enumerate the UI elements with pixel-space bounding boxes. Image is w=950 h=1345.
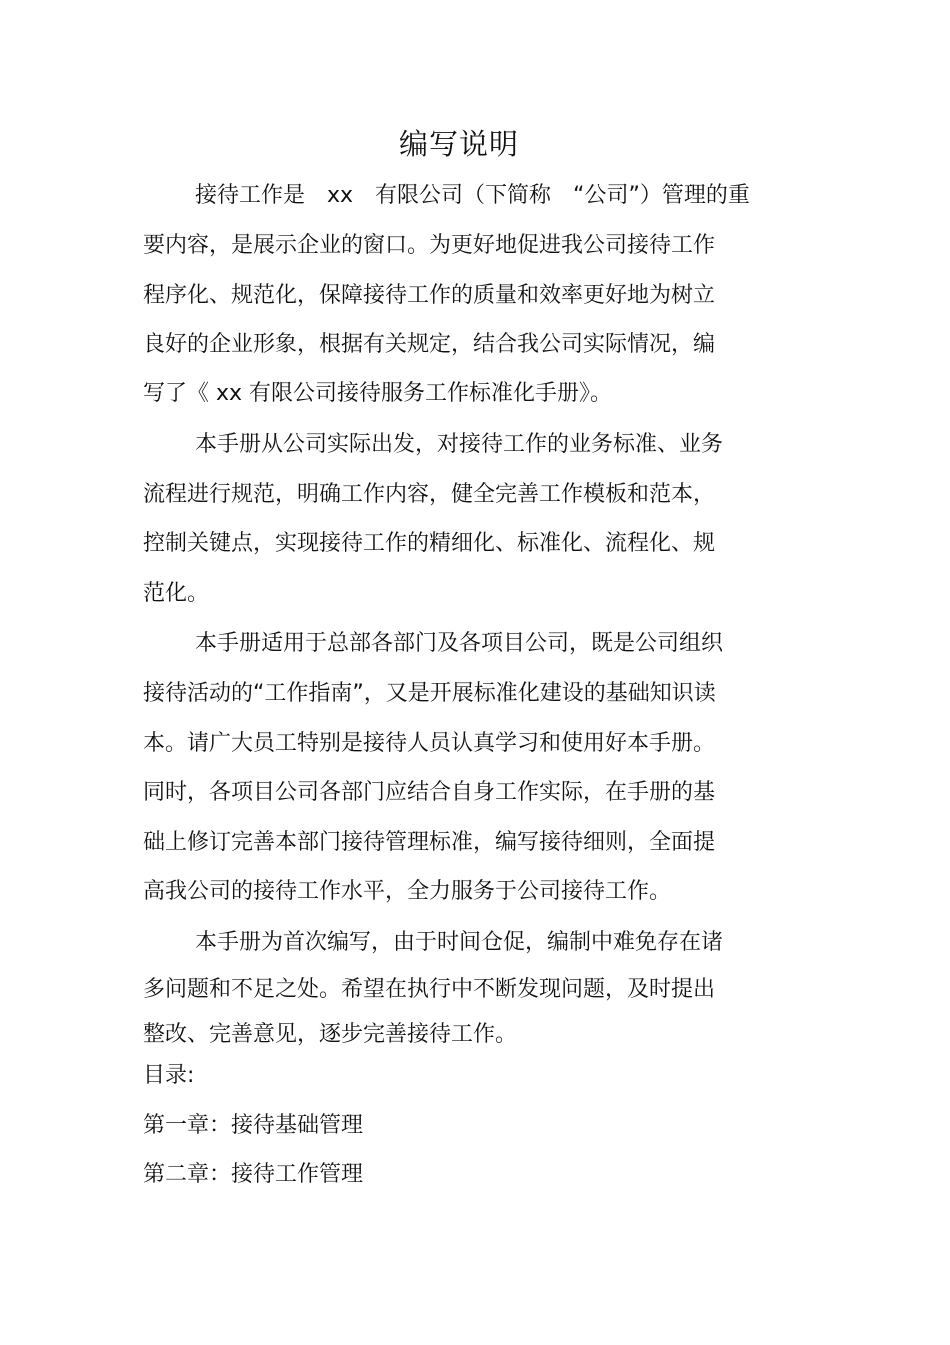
paragraph-line: 础上修订完善本部门接待管理标准，编写接待细则，全面提 [143,830,716,855]
paragraph-line: 流程进行规范，明确工作内容，健全完善工作模板和范本， [143,482,716,507]
toc-item: 第一章：接待基础管理 [143,1113,364,1138]
paragraph-line: 接待工作是 xx 有限公司（下简称 “公司”）管理的重 [195,183,750,208]
toc-heading: 目录: [143,1063,195,1088]
paragraph-line: 接待活动的“工作指南”，又是开展标准化建设的基础知识读 [143,681,716,706]
paragraph-line: 整改、完善意见，逐步完善接待工作。 [143,1022,518,1047]
paragraph-line: 多问题和不足之处。希望在执行中不断发现问题，及时提出 [143,977,716,1002]
toc-item: 第二章：接待工作管理 [143,1162,364,1187]
paragraph-line: 本手册从公司实际出发，对接待工作的业务标准、业务 [195,432,724,457]
paragraph-line: 高我公司的接待工作水平，全力服务于公司接待工作。 [143,879,672,904]
paragraph-line: 写了《 xx 有限公司接待服务工作标准化手册》。 [143,381,613,406]
paragraph-line: 本手册为首次编写，由于时间仓促，编制中难免存在诸 [195,930,724,955]
paragraph-line: 范化。 [143,581,210,606]
paragraph-line: 要内容，是展示企业的窗口。为更好地促进我公司接待工作 [143,233,716,258]
paragraph-line: 本手册适用于总部各部门及各项目公司，既是公司组织 [195,631,724,656]
paragraph-line: 同时，各项目公司各部门应结合自身工作实际，在手册的基 [143,780,716,805]
paragraph-line: 控制关键点，实现接待工作的精细化、标准化、流程化、规 [143,531,716,556]
document-title: 编写说明 [398,127,519,161]
paragraph-line: 本。请广大员工特别是接待人员认真学习和使用好本手册。 [143,731,716,756]
paragraph-line: 良好的企业形象，根据有关规定，结合我公司实际情况，编 [143,332,716,357]
paragraph-line: 程序化、规范化，保障接待工作的质量和效率更好地为树立 [143,283,716,308]
